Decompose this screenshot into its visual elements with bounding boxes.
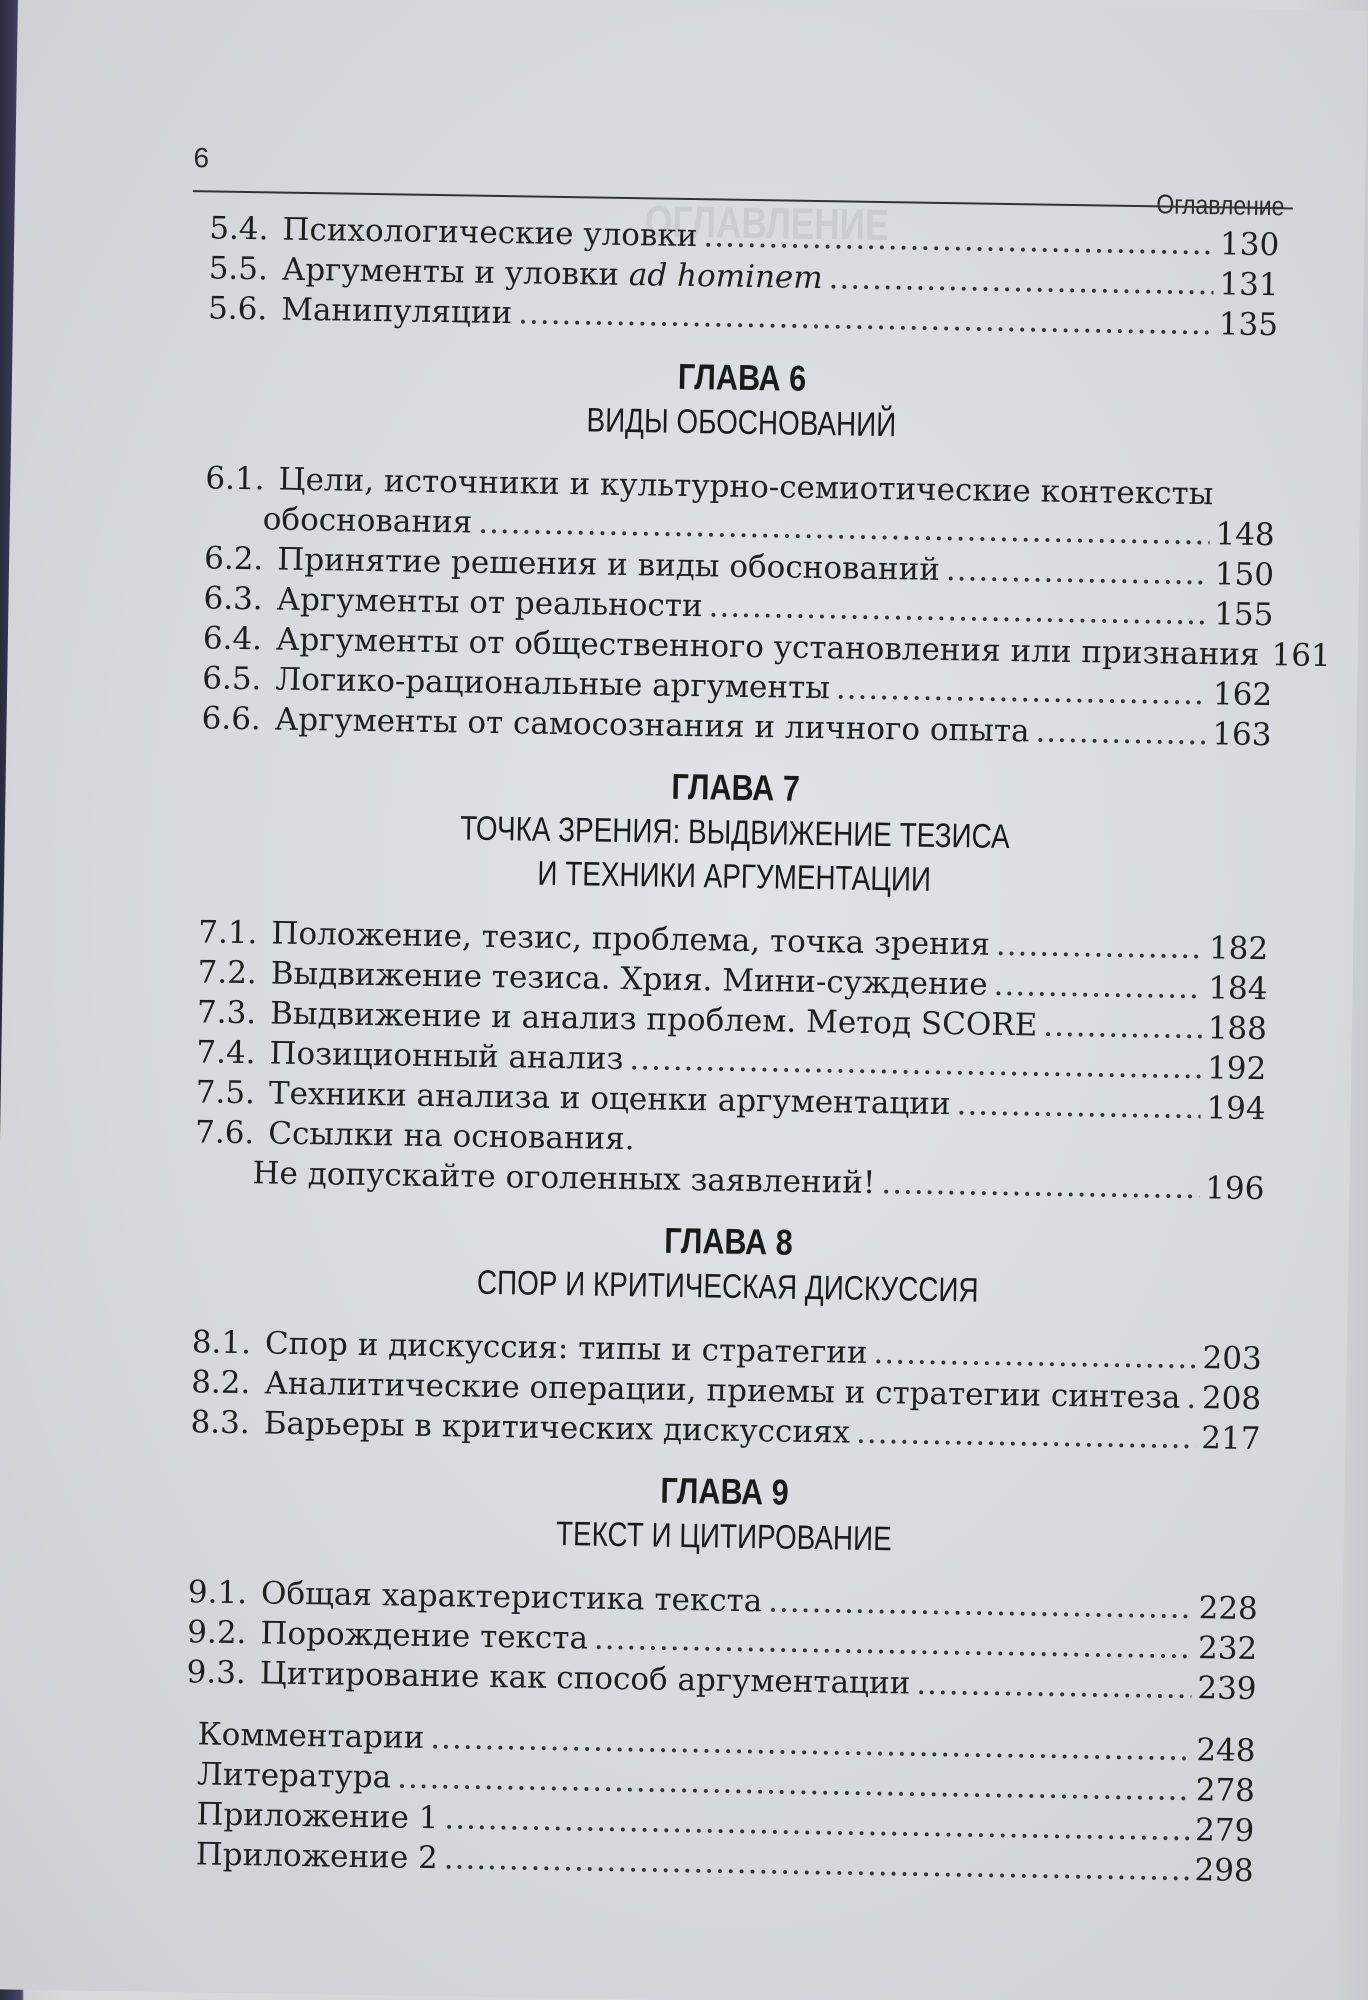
chapter-name-line1: ТОЧКА ЗРЕНИЯ: ВЫДВИЖЕНИЕ ТЕЗИСА <box>459 809 1010 857</box>
entry-title: Выдвижение и анализ проблем. Метод SCORE <box>269 995 1038 1044</box>
dot-leader <box>768 1581 1193 1628</box>
entry-page: 184 <box>1208 970 1268 1008</box>
entry-title: Манипуляции <box>280 291 513 332</box>
dot-leader <box>828 258 1213 304</box>
entry-title: Аргументы от реальности <box>276 581 703 625</box>
entry-page: 279 <box>1194 1812 1255 1850</box>
dot-leader <box>1265 635 1266 675</box>
entry-title: Цитирование как способ аргументации <box>259 1655 911 1702</box>
entry-page: 278 <box>1195 1772 1256 1810</box>
entry-title: Выдвижение тезиса. Хрия. Мини-суждение <box>270 955 988 1003</box>
entry-title: Литература <box>196 1756 392 1796</box>
entry-page: 228 <box>1198 1590 1259 1628</box>
entry-title: Аргументы от общественного установления или признания <box>275 621 1260 673</box>
dot-leader <box>881 1163 1199 1208</box>
entry-title: Аналитические операции, приемы и стратегии синтеза <box>264 1365 1181 1416</box>
entry-page: 232 <box>1197 1630 1258 1668</box>
entry-number: 6.1. <box>205 460 265 498</box>
entry-title-italic: ad hominem <box>628 257 823 297</box>
entry-number: 7.3. <box>196 994 257 1032</box>
chapter-8-heading <box>193 1210 1264 1317</box>
entry-number: 6.2. <box>203 540 264 578</box>
entry-page: 162 <box>1212 676 1273 714</box>
entry-title: Ссылки на основания. <box>268 1115 635 1158</box>
entry-title: Спор и дискуссия: типы и стратегии <box>264 1325 868 1371</box>
entry-number: 5.5. <box>208 250 269 288</box>
entry-page: 161 <box>1271 637 1331 675</box>
entry-title-cont: Не допускайте оголенных заявлений! <box>252 1155 876 1202</box>
entry-number: 7.2. <box>197 954 258 992</box>
entry-number: 8.3. <box>190 1404 251 1442</box>
entry-page: 150 <box>1214 556 1275 594</box>
entry-title: Барьеры в критических дискуссиях <box>263 1405 851 1451</box>
entry-title: Принятие решения и виды обоснований <box>277 541 941 588</box>
table-of-contents <box>183 208 1331 1891</box>
chapter-name: СПОР И КРИТИЧЕСКАЯ ДИСКУССИЯ <box>476 1263 979 1310</box>
chapter-9-heading <box>189 1460 1260 1567</box>
entry-number: 7.5. <box>195 1074 256 1112</box>
dot-leader <box>996 925 1204 968</box>
entry-number: 7.6. <box>194 1114 255 1152</box>
entry-page: 188 <box>1207 1010 1268 1048</box>
entry-title-text: Аргументы и уловки <box>281 251 630 294</box>
entry-number: 8.1. <box>191 1324 252 1362</box>
entry-number: 7.4. <box>196 1034 256 1072</box>
dot-leader <box>1186 1378 1196 1418</box>
chapter-6-heading <box>206 346 1277 453</box>
entry-number: 6.3. <box>203 580 263 618</box>
entry-page: 196 <box>1204 1170 1265 1208</box>
dot-leader <box>946 550 1210 594</box>
entry-number: 7.1. <box>198 914 258 952</box>
entry-page: 208 <box>1201 1380 1262 1418</box>
entry-page: 155 <box>1213 596 1274 634</box>
entry-page: 217 <box>1201 1420 1261 1458</box>
dot-leader <box>856 1413 1196 1458</box>
entry-title: Позиционный анализ <box>269 1035 624 1078</box>
entry-page: 148 <box>1215 516 1275 554</box>
entry-title: Аргументы от самосознания и личного опыта <box>274 701 1030 750</box>
chapter-label: ГЛАВА 7 <box>671 765 801 809</box>
dot-leader <box>873 1333 1197 1378</box>
entry-number: 9.1. <box>187 1574 248 1612</box>
entry-title: Положение, тезис, проблема, точка зрения <box>271 915 991 963</box>
entry-number: 5.6. <box>207 290 268 328</box>
entry-number: 6.4. <box>202 620 263 658</box>
dot-leader <box>916 1664 1192 1708</box>
entry-page: 194 <box>1206 1090 1266 1128</box>
entry-title: Общая характеристика текста <box>260 1575 763 1620</box>
entry-title: Приложение 2 <box>195 1836 439 1877</box>
dot-leader <box>993 965 1202 1008</box>
bleed-through-text: ОГЛАВЛЕНИЕ <box>644 197 889 251</box>
chapter-name: ТЕКСТ И ЦИТИРОВАНИЕ <box>555 1515 893 1559</box>
running-title: Оглавление <box>1156 189 1286 222</box>
dot-leader <box>836 668 1208 714</box>
entry-page: 130 <box>1219 226 1280 264</box>
entry-page: 203 <box>1202 1340 1263 1378</box>
entry-page: 131 <box>1219 266 1279 304</box>
entry-title: Психологические уловки <box>282 211 698 255</box>
entry-number: 6.5. <box>202 660 262 698</box>
page-number: 6 <box>193 142 210 174</box>
entry-number: 8.2. <box>190 1364 251 1402</box>
dot-leader <box>1035 711 1206 754</box>
entry-number: 9.2. <box>187 1614 247 1652</box>
entry-title: Комментарии <box>197 1716 425 1756</box>
entry-page: 239 <box>1197 1670 1257 1708</box>
entry-number: 9.3. <box>186 1654 247 1692</box>
entry-page: 163 <box>1212 716 1272 754</box>
chapter-label: ГЛАВА 9 <box>660 1469 790 1513</box>
entry-page: 135 <box>1218 306 1279 344</box>
dot-leader <box>956 1084 1200 1128</box>
chapter-name: ВИДЫ ОБОСНОВАНИЙ <box>586 401 897 445</box>
entry-page: 298 <box>1194 1852 1254 1890</box>
entry-title: Порождение текста <box>260 1615 589 1657</box>
chapter-name-line2: И ТЕХНИКИ АРГУМЕНТАЦИИ <box>537 854 932 899</box>
entry-page: 182 <box>1208 930 1269 968</box>
dot-leader <box>1043 1006 1202 1048</box>
entry-title: Логико-рациональные аргументы <box>275 661 831 707</box>
entry-title: Техники анализа и оценки аргументации <box>268 1075 951 1123</box>
entry-title: Цели, источники и культурно-семиотические контексты <box>278 461 1214 513</box>
entry-title-cont: обоснования <box>262 501 473 541</box>
entry-page: 248 <box>1196 1732 1256 1770</box>
entry-page: 192 <box>1206 1050 1267 1088</box>
chapter-label: ГЛАВА 8 <box>664 1219 793 1263</box>
chapter-7-heading <box>199 756 1271 907</box>
entry-title: Приложение 1 <box>196 1796 439 1837</box>
entry-number: 6.6. <box>201 700 262 738</box>
entry-number: 5.4. <box>209 210 269 248</box>
chapter-label: ГЛАВА 6 <box>677 355 807 399</box>
